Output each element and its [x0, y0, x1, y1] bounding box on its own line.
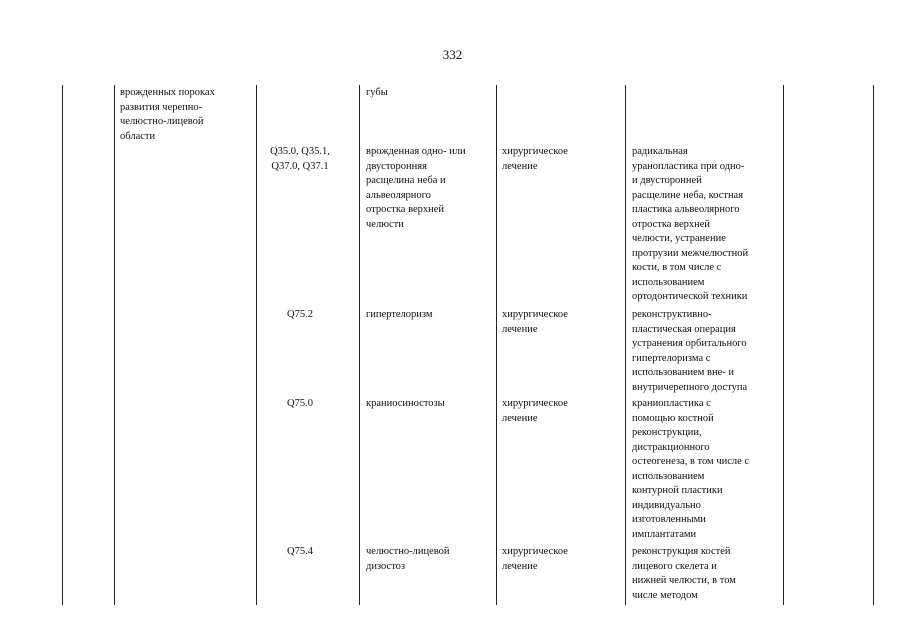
text-line: использованием — [632, 276, 705, 288]
text-line: хирургическое — [502, 309, 568, 320]
method-cell — [632, 145, 782, 305]
table-rule — [873, 85, 874, 605]
text-line: Q75.4 — [287, 546, 313, 557]
disease-cell — [366, 545, 494, 574]
text-line: лицевого скелета и — [632, 560, 717, 572]
text-line: гипертелоризм — [366, 309, 433, 320]
text-line: индивидуально — [632, 499, 701, 511]
text-line: челюсти — [366, 218, 404, 230]
treatment-cell — [502, 545, 622, 574]
disease-cell — [366, 145, 494, 232]
text-line: челюсти, устранение — [632, 233, 726, 244]
disease-cell — [366, 86, 494, 101]
text-line: челюстно-лицевой — [366, 546, 450, 557]
text-line: внутричерепного доступа — [632, 381, 748, 393]
text-line: реконструкции, — [632, 427, 702, 438]
text-line: контурной пластики — [632, 485, 723, 496]
text-line: ортодонтической техники — [632, 291, 748, 302]
text-line: и двусторонней — [632, 175, 702, 186]
text-line: хирургическое — [502, 546, 568, 557]
text-line: Q75.0 — [287, 398, 313, 409]
text-line: устранения орбитального — [632, 338, 747, 349]
text-line: двусторонняя — [366, 160, 427, 172]
text-line: развития черепно- — [120, 101, 203, 113]
text-line: использованием вне- и — [632, 367, 735, 378]
text-line: хирургическое — [502, 146, 568, 157]
text-line: челюстно-лицевой — [120, 116, 204, 127]
text-line: пластическая операция — [632, 323, 736, 335]
table-rule — [783, 85, 784, 605]
text-line: отростка верхней — [366, 204, 445, 215]
disease-cell — [366, 397, 494, 412]
text-line: лечение — [502, 323, 538, 335]
text-line: губы — [366, 87, 388, 98]
text-line: имплантатами — [632, 528, 697, 540]
treatment-cell — [502, 397, 622, 426]
text-line: нижней челюсти, в том — [632, 575, 736, 586]
text-line: лечение — [502, 412, 538, 424]
text-line: расщелине неба, костная — [632, 189, 744, 201]
code-cell — [250, 545, 350, 560]
text-line: альвеолярного — [366, 189, 431, 201]
text-line: краниосиностозы — [366, 398, 445, 409]
text-line: Q37.0, Q37.1 — [271, 160, 329, 172]
code-cell — [250, 397, 350, 412]
method-cell — [632, 308, 782, 395]
page-number: 332 — [442, 47, 463, 62]
section-cell — [120, 86, 252, 144]
text-line: реконструкция костей — [632, 546, 731, 557]
text-line: области — [120, 130, 156, 142]
text-line: дистракционного — [632, 441, 710, 453]
text-line: реконструктивно- — [632, 309, 712, 320]
table-rule — [359, 85, 360, 605]
code-cell — [250, 308, 350, 323]
text-line: кости, в том числе с — [632, 262, 722, 273]
text-line: изготовленными — [632, 514, 706, 525]
text-line: использованием — [632, 470, 705, 482]
text-line: врожденных пороках — [120, 87, 215, 98]
text-line: Q75.2 — [287, 309, 313, 320]
code-cell — [250, 145, 350, 174]
table-rule — [625, 85, 626, 605]
text-line: хирургическое — [502, 398, 568, 409]
text-line: пластика альвеолярного — [632, 204, 740, 215]
text-line: числе методом — [632, 589, 698, 601]
text-line: радикальная — [632, 146, 688, 157]
text-line: лечение — [502, 160, 538, 172]
text-line: гипертелоризма с — [632, 352, 711, 364]
disease-cell — [366, 308, 494, 323]
method-cell — [632, 545, 782, 603]
text-line: лечение — [502, 560, 538, 572]
text-line: Q35.0, Q35.1, — [270, 146, 330, 157]
text-line: остеогенеза, в том числе с — [632, 456, 750, 467]
text-line: расщелина неба и — [366, 175, 446, 186]
text-line: врожденная одно- или — [366, 146, 466, 157]
table-rule — [114, 85, 115, 605]
table-rule — [496, 85, 497, 605]
text-line: отростка верхней — [632, 218, 711, 230]
text-line: дизостоз — [366, 560, 406, 572]
text-line: уранопластика при одно- — [632, 160, 745, 172]
text-line: протрузии межчелюстной — [632, 247, 749, 259]
treatment-cell — [502, 308, 622, 337]
method-cell — [632, 397, 782, 542]
text-line: краниопластика с — [632, 398, 711, 409]
treatment-cell — [502, 145, 622, 174]
table-rule — [62, 85, 63, 605]
text-line: помощью костной — [632, 412, 714, 424]
